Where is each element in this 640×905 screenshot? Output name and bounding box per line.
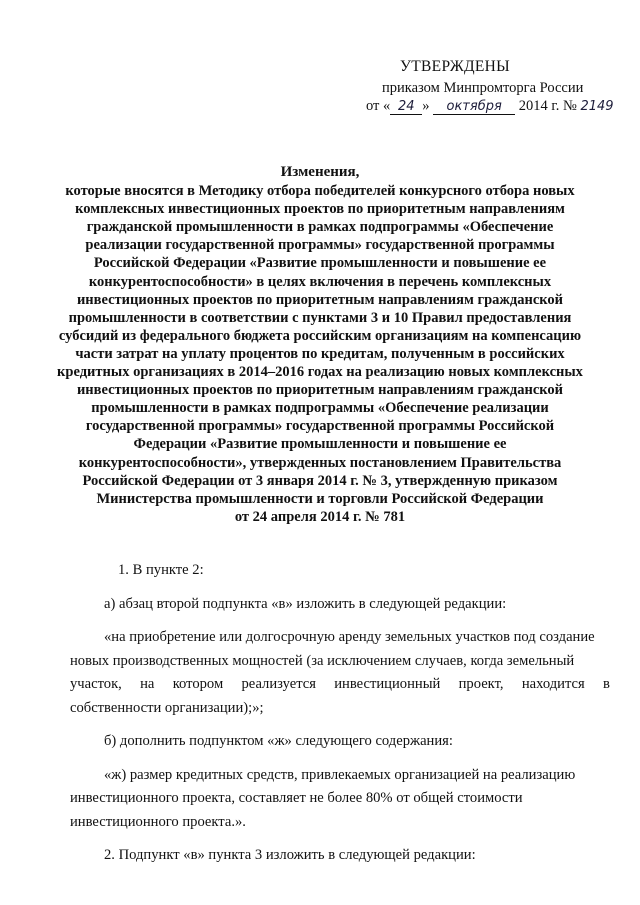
title-line: Федерации «Развитие промышленности и повышение ее: [133, 436, 507, 453]
handwritten-order-number: 2149: [580, 99, 614, 114]
order-reference: приказом Минпромторга России: [382, 80, 584, 96]
paragraph-item-2: 2. Подпункт «в» пункта 3 изложить в следующей редакции:: [104, 847, 476, 863]
date-suffix: 2014 г. №: [518, 98, 577, 114]
quote-line: инвестиционного проекта, составляет не более 80% от общей стоимости: [70, 790, 523, 806]
order-date-line: [366, 98, 614, 115]
paragraph-subitem-b: б) дополнить подпунктом «ж» следующего содержания:: [104, 733, 453, 749]
title-heading: Изменения,: [280, 164, 360, 180]
word: инвестиционный: [334, 676, 441, 692]
title-line: субсидий из федерального бюджета российским организациям на компенсацию: [58, 327, 582, 344]
title-line: конкурентоспособности», утвержденных постановлением Правительства: [78, 454, 562, 471]
word: котором: [172, 676, 224, 692]
word: участок,: [70, 676, 122, 692]
word: находится: [521, 676, 585, 692]
quote-line: собственности организации);»;: [70, 699, 264, 716]
approved-stamp: УТВЕРЖДЕНЫ: [400, 58, 510, 75]
title-line: промышленности в рамках подпрограммы «Обеспечение реализации: [91, 400, 549, 417]
word: в: [603, 676, 610, 692]
title-line: инвестиционных проектов по приоритетным направлениям гражданской: [76, 382, 564, 399]
quote-line: «ж) размер кредитных средств, привлекаемых организацией на реализацию: [104, 766, 576, 783]
handwritten-month: октября: [433, 100, 515, 115]
title-line: части затрат на уплату процентов по кредитам, полученным в российских: [75, 345, 565, 362]
title-line: Российской Федерации «Развитие промышленности и повышение ее: [93, 255, 547, 272]
quote-line-justified: [70, 673, 610, 697]
document-title: [20, 163, 620, 526]
date-prefix: от «: [366, 98, 391, 114]
title-line: которые вносятся в Методику отбора победителей конкурсного отбора новых: [65, 183, 575, 200]
paragraph-item-1: 1. В пункте 2:: [118, 562, 204, 578]
title-line: промышленности в соответствии с пунктами 3 и 10 Правил предоставления: [68, 309, 572, 326]
quote-line: «на приобретение или долгосрочную аренду земельных участков под создание: [104, 629, 595, 645]
title-line: Российской Федерации от 3 января 2014 г. № 3, утвержденную приказом: [82, 472, 558, 489]
handwritten-day: 24: [390, 100, 422, 115]
word: на: [140, 676, 155, 692]
word: проект,: [458, 676, 504, 692]
date-mid: »: [422, 98, 430, 114]
title-line: конкурентоспособности» в целях включения в перечень комплексных: [88, 273, 552, 290]
title-line: гражданской промышленности в рамках подпрограммы «Обеспечение: [86, 219, 554, 236]
title-line: реализации государственной программы» государственной программы: [85, 237, 555, 254]
title-line: Министерства промышленности и торговли Российской Федерации: [96, 490, 544, 507]
title-line: от 24 апреля 2014 г. № 781: [234, 508, 406, 525]
word: реализуется: [241, 676, 316, 692]
quote-line: инвестиционного проекта.».: [70, 813, 246, 830]
document-body: [70, 559, 610, 868]
paragraph-subitem-a: а) абзац второй подпункта «в» изложить в следующей редакции:: [104, 595, 507, 612]
quote-line: новых производственных мощностей (за исключением случаев, когда земельный: [70, 652, 575, 669]
title-line: кредитных организациях в 2014–2016 годах на реализацию новых комплексных: [57, 364, 583, 381]
title-line: инвестиционных проектов по приоритетным направлениям гражданской: [76, 291, 564, 308]
title-line: государственной программы» государственной программы Российской: [85, 418, 555, 435]
title-line: комплексных инвестиционных проектов по приоритетным направлениям: [75, 201, 565, 218]
